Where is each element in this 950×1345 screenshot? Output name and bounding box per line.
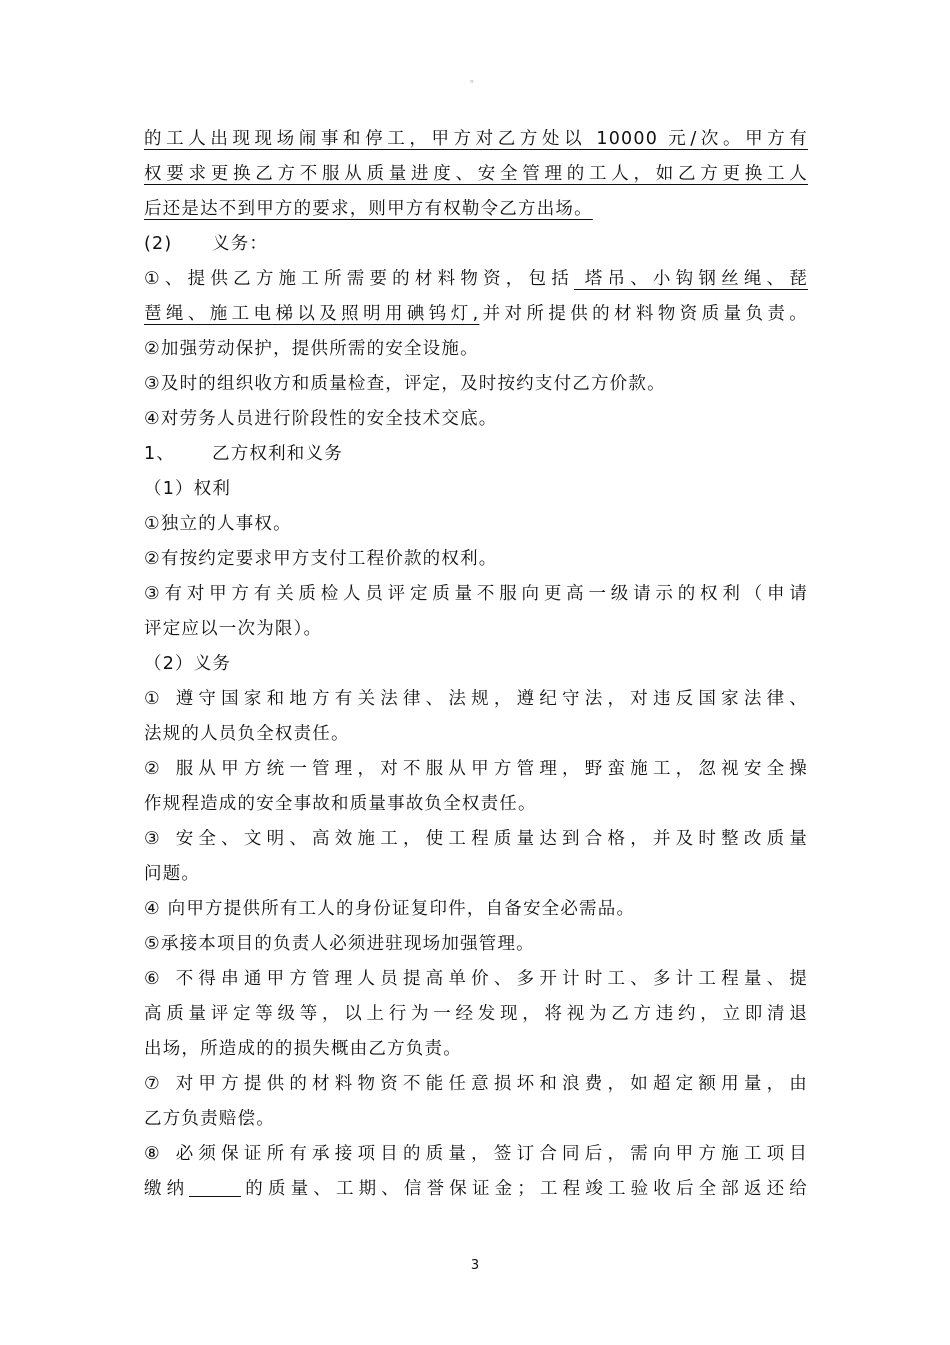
line-22: 问题。 <box>144 864 201 884</box>
line-2: 权要求更换乙方不服从质量进度、安全管理的工人，如乙方更换工人 <box>144 164 808 184</box>
line-8: ③及时的组织收方和质量检查，评定，及时按约支付乙方价款。 <box>144 374 666 394</box>
line-27: 出场，所造成的的损失概由乙方负责。 <box>144 1039 462 1059</box>
line-23: ④ 向甲方提供所有工人的身份证复印件，自备安全必需品。 <box>144 899 636 919</box>
line-28: ⑦ 对甲方提供的材料物资不能任意损坏和浪费，如超定额用量，由 <box>144 1074 808 1094</box>
line-24: ⑤承接本项目的负责人必须进驻现场加强管理。 <box>144 934 535 954</box>
line-6-underlined: 琶绳、施工电梯以及照明用碘钨灯, <box>144 304 480 324</box>
section-heading-party-b <box>144 437 808 472</box>
line-1: 的工人出现现场闹事和停工，甲方对乙方处以 10000 元/次。甲方有 <box>144 129 808 149</box>
line-13: ②有按约定要求甲方支付工程价款的权利。 <box>144 549 498 569</box>
line-3 <box>144 192 808 227</box>
line-18: 法规的人员负全权责任。 <box>144 724 350 744</box>
line-31-text: 缴纳 <box>144 1179 190 1199</box>
line-26: 高质量评定等级等，以上行为一经发现，将视为乙方违约，立即清退 <box>144 1004 808 1024</box>
section-title: 乙方权利和义务 <box>212 444 343 464</box>
subheading-obligations: （2）义务 <box>144 654 232 674</box>
line-12: ①独立的人事权。 <box>144 514 292 534</box>
line-19: ② 服从甲方统一管理，对不服从甲方管理，野蛮施工，忽视安全操 <box>144 759 808 779</box>
line-3-text: 后还是达不到甲方的要求，则甲方有权勒令乙方出场。 <box>144 199 593 219</box>
line-5-underlined: 塔吊、小钩钢丝绳、琵 <box>573 269 808 289</box>
line-25: ⑥ 不得串通甲方管理人员提高单价、多开计时工、多计工程量、提 <box>144 969 808 989</box>
line-15: 评定应以一次为限）。 <box>144 619 323 639</box>
line-30: ⑧ 必须保证所有承接项目的质量，签订合同后，需向甲方施工项目 <box>144 1144 808 1164</box>
line-31-rest: 的质量、工期、信誉保证金；工程竣工验收后全部返还给 <box>241 1179 808 1199</box>
line-14: ③有对甲方有关质检人员评定质量不服向更高一级请示的权利（申请 <box>144 584 808 604</box>
line-6 <box>144 297 808 332</box>
line-29: 乙方负责赔偿。 <box>144 1109 275 1129</box>
line-21: ③ 安全、文明、高效施工，使工程质量达到合格，并及时整改质量 <box>144 829 808 849</box>
section-heading-obligations <box>144 227 808 262</box>
section-title: 义务： <box>212 234 269 254</box>
fill-in-blank <box>189 1176 241 1197</box>
line-20: 作规程造成的安全事故和质量事故负全权责任。 <box>144 794 537 814</box>
page-number: 3 <box>470 1258 480 1273</box>
contract-body <box>144 122 808 1207</box>
line-31 <box>144 1172 808 1207</box>
line-6-text: 并对所提供的材料物资质量负责。 <box>479 304 808 324</box>
section-number: (2) <box>144 234 173 254</box>
line-7: ②加强劳动保护，提供所需的安全设施。 <box>144 339 479 359</box>
subheading-rights: （1）权利 <box>144 479 232 499</box>
line-9: ④对劳务人员进行阶段性的安全技术交底。 <box>144 409 498 429</box>
line-5-text: ①、提供乙方施工所需要的材料物资，包括 <box>144 269 574 289</box>
line-5 <box>144 262 808 297</box>
top-mark: 。 <box>470 74 480 85</box>
line-17: ① 遵守国家和地方有关法律、法规，遵纪守法，对违反国家法律、 <box>144 689 808 709</box>
section-number: 1、 <box>144 444 176 464</box>
